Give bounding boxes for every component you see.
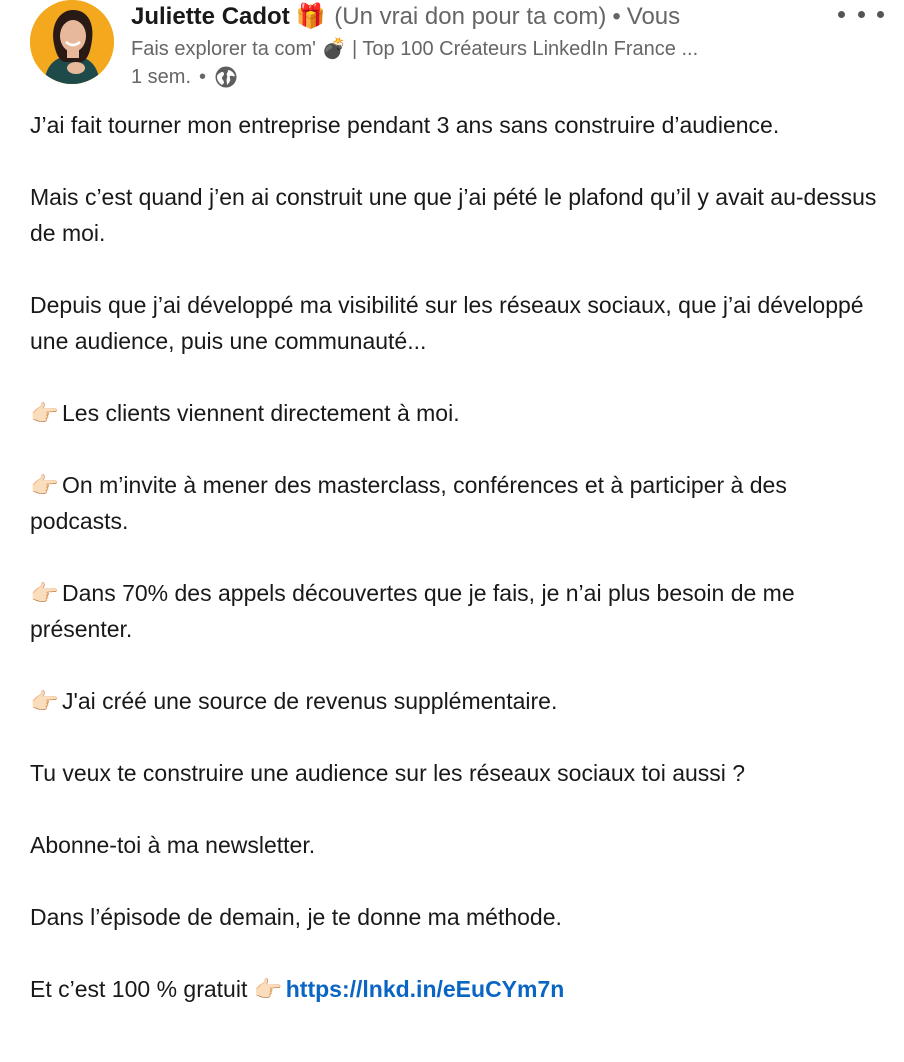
- post-meta: [131, 64, 238, 90]
- pointing-hand-icon: 👉🏻: [30, 688, 59, 714]
- more-options-icon[interactable]: [838, 2, 884, 26]
- post-paragraph: Tu veux te construire une audience sur les réseaux sociaux toi aussi ?: [30, 760, 746, 786]
- cta-text: Et c’est 100 % gratuit: [30, 976, 248, 1002]
- post-time[interactable]: 1 sem.: [131, 66, 192, 88]
- pointing-hand-icon: 👉🏻: [30, 472, 59, 498]
- bullet-text: Dans 70% des appels découvertes que je fais, je n’ai plus besoin de me présenter.: [30, 580, 795, 642]
- author-line: [131, 2, 680, 32]
- bullet-text: J'ai créé une source de revenus supplémentaire.: [62, 688, 558, 714]
- author-headline: Fais explorer ta com' 💣 | Top 100 Créateurs LinkedIn France ...: [131, 38, 699, 60]
- post-paragraph: Abonne-toi à ma newsletter.: [30, 832, 316, 858]
- pointing-hand-icon: 👉🏻: [253, 976, 283, 1002]
- dot: [877, 11, 884, 18]
- bullet-text: Les clients viennent directement à moi.: [62, 400, 460, 426]
- post-bullet: [30, 395, 880, 431]
- author-tagline: (Un vrai don pour ta com): [334, 3, 607, 30]
- separator-dot: •: [612, 3, 621, 30]
- newsletter-link[interactable]: https://lnkd.in/eEuCYm7n: [285, 976, 565, 1002]
- post-paragraph: Dans l’épisode de demain, je te donne ma méthode.: [30, 904, 562, 930]
- post-paragraph: Mais c’est quand j’en ai construit une que j’ai pété le plafond qu’il y avait au-dessus de moi.: [30, 184, 877, 246]
- separator-dot: •: [199, 66, 207, 88]
- globe-icon[interactable]: [214, 65, 238, 89]
- post-header: [0, 0, 904, 100]
- post-bullet: [30, 575, 880, 647]
- dot: [838, 11, 845, 18]
- bullet-text: On m’invite à mener des masterclass, conférences et à participer à des podcasts.: [30, 472, 787, 534]
- author-name[interactable]: Juliette Cadot: [131, 3, 290, 30]
- post-bullet: [30, 683, 880, 719]
- post-bullet: [30, 467, 880, 539]
- dot: [858, 11, 865, 18]
- post-paragraph: Depuis que j’ai développé ma visibilité sur les réseaux sociaux, que j’ai développé une audience, puis une communauté...: [30, 292, 864, 354]
- author-avatar[interactable]: [30, 0, 114, 84]
- pointing-hand-icon: 👉🏻: [30, 400, 59, 426]
- pointing-hand-icon: 👉🏻: [30, 580, 59, 606]
- post-paragraph: J’ai fait tourner mon entreprise pendant 3 ans sans construire d’audience.: [30, 112, 780, 138]
- relation-label: Vous: [626, 3, 681, 30]
- post-body: [30, 107, 880, 1007]
- avatar-photo: [30, 0, 114, 84]
- post-cta: [30, 971, 880, 1007]
- gift-icon: 🎁: [295, 3, 326, 30]
